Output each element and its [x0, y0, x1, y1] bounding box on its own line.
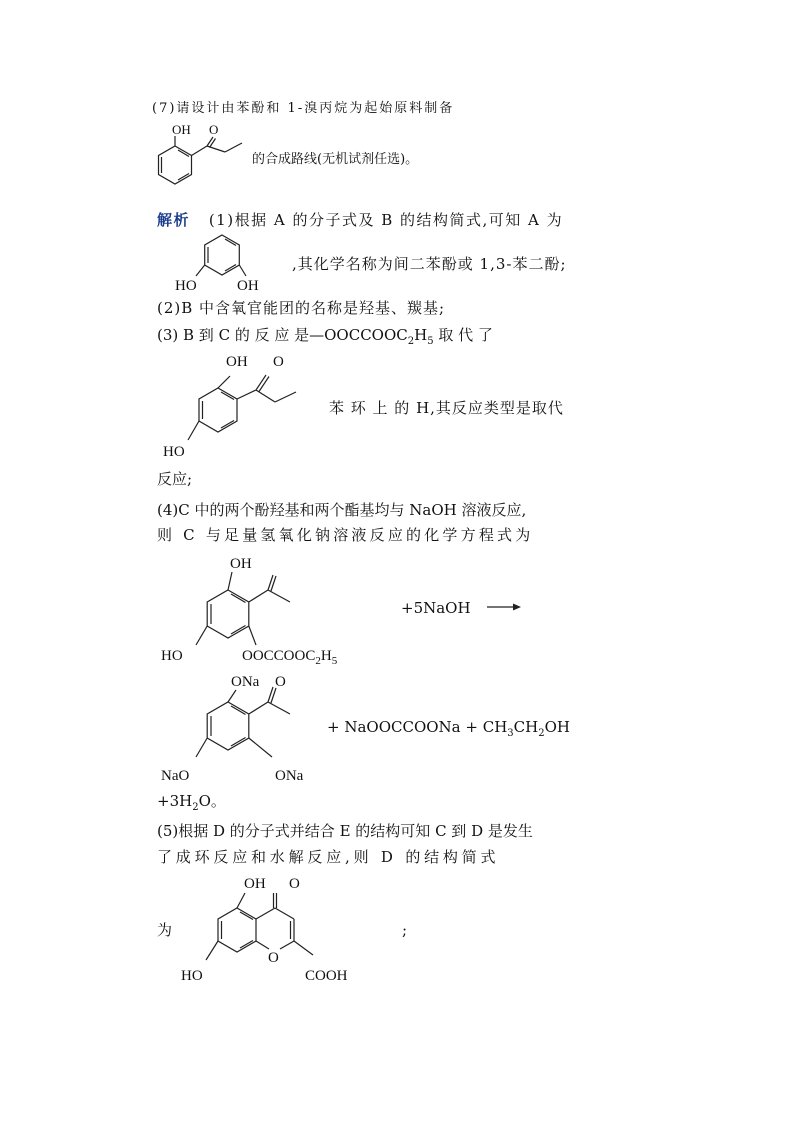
- b-o-label: O: [273, 354, 284, 370]
- d-oh-label: OH: [244, 876, 266, 892]
- p-ona-bottom-label: ONa: [275, 768, 304, 784]
- p3-sub2: 5: [427, 336, 434, 347]
- p2-line1: (2)B 中含氧官能团的名称是羟基、羰基;: [157, 299, 446, 317]
- resorcinol-ho-label: HO: [175, 278, 197, 294]
- resorcinol-oh-label: OH: [237, 278, 259, 294]
- p3-line3: 反应;: [157, 470, 193, 488]
- p3-text-a: (3) B 到 C 的 反 应 是—OOCCOOC: [157, 326, 408, 344]
- prod-sub2: 2: [538, 728, 545, 739]
- b-oh-label: OH: [226, 354, 248, 370]
- prod-text-a: + NaOOCCOONa + CH: [327, 718, 508, 736]
- q7-line2: 的合成路线(无机试剂任选)。: [252, 152, 419, 167]
- water-sub: 2: [192, 802, 199, 813]
- p3-text-c: 取 代 了: [433, 326, 493, 344]
- prod-text-b: CH: [513, 718, 539, 736]
- prod-sub1: 3: [507, 728, 514, 739]
- b-ho-label: HO: [163, 444, 185, 460]
- p5-end: ;: [402, 921, 408, 939]
- p5-line2: 了成环反应和水解反应,则 D 的结构简式: [157, 848, 500, 866]
- c-ester-label: $OOCCOOC_2H_5$: [242, 648, 338, 667]
- reagent-naoh: +5NaOH: [401, 599, 471, 617]
- p4-line1: (4)C 中的两个酚羟基和两个酯基均与 NaOH 溶液反应,: [157, 501, 527, 519]
- c-oh-label: OH: [230, 556, 252, 572]
- p3-line2: 苯 环 上 的 H,其反应类型是取代: [329, 399, 564, 417]
- p-ona-top-label: ONa: [231, 674, 260, 690]
- p3-text-b: H: [414, 326, 428, 344]
- d-ho-label: HO: [181, 968, 203, 984]
- d-ring-o-label: O: [268, 950, 279, 966]
- p1-line1: (1)根据 A 的分子式及 B 的结构简式,可知 A 为: [208, 211, 564, 229]
- p-o-label: O: [275, 674, 286, 690]
- p1-line2: ,其化学名称为间二苯酚或 1,3-苯二酚;: [292, 255, 567, 273]
- p4-line2: 则 C 与足量氢氧化钠溶液反应的化学方程式为: [157, 526, 534, 544]
- prod-text-c: OH: [544, 718, 570, 736]
- p5-line1: (5)根据 D 的分子式并结合 E 的结构可知 C 到 D 是发生: [157, 822, 533, 840]
- analysis-label: 解析: [157, 211, 191, 229]
- water-text-a: +3H: [157, 792, 193, 810]
- target-oh-label: OH: [172, 122, 191, 137]
- d-o-top-label: O: [289, 876, 300, 892]
- p5-line3: 为: [157, 921, 173, 939]
- d-cooh-label: COOH: [305, 968, 348, 984]
- c-ho-label: HO: [161, 648, 183, 664]
- p-nao-label: NaO: [161, 768, 190, 784]
- q7-line1: (7)请设计由苯酚和 1-溴丙烷为起始原料制备: [152, 101, 455, 116]
- water-text-b: O。: [198, 792, 226, 810]
- target-o-label: O: [209, 122, 219, 137]
- p3-sub: 2: [407, 336, 415, 347]
